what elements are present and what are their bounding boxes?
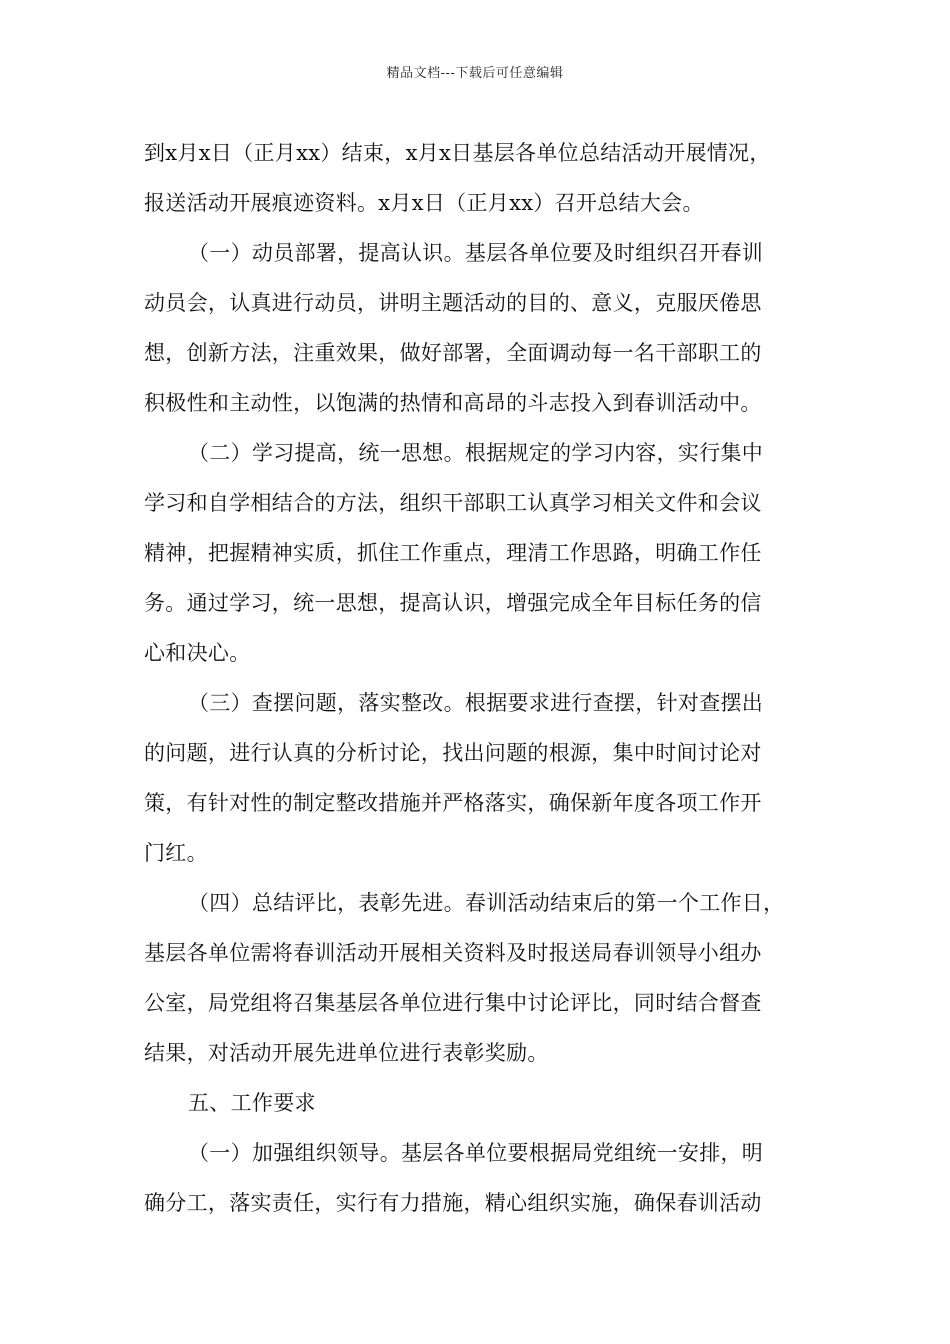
text-line: 想，创新方法，注重效果，做好部署，全面调动每一名干部职工的 — [144, 341, 762, 365]
text-line: 到x月x日（正月xx）结束，x月x日基层各单位总结活动开展情况， — [144, 141, 771, 165]
text-line: 学习和自学相结合的方法，组织干部职工认真学习相关文件和会议 — [144, 491, 762, 515]
text-line: 的问题，进行认真的分析讨论，找出问题的根源，集中时间讨论对 — [144, 741, 762, 765]
paragraph-heading-line: （四）总结评比，表彰先进。春训活动结束后的第一个工作日， — [188, 891, 785, 915]
text-line: 确分工，落实责任，实行有力措施，精心组织实施，确保春训活动 — [144, 1191, 762, 1215]
text-line: 策，有针对性的制定整改措施并严格落实，确保新年度各项工作开 — [144, 791, 762, 815]
page-header: 精品文档---下载后可任意编辑 — [386, 66, 564, 81]
text-line: 务。通过学习，统一思想，提高认识，增强完成全年目标任务的信 — [144, 591, 762, 615]
text-line: 公室，局党组将召集基层各单位进行集中讨论评比，同时结合督查 — [144, 991, 762, 1015]
text-line: 动员会，认真进行动员，讲明主题活动的目的、意义，克服厌倦思 — [144, 291, 762, 315]
text-line: 报送活动开展痕迹资料。x月x日（正月xx）召开总结大会。 — [144, 191, 704, 215]
document-body — [144, 128, 824, 1228]
paragraph-heading-line: （一）加强组织领导。基层各单位要根据局党组统一安排，明 — [188, 1141, 764, 1165]
text-line: 积极性和主动性，以饱满的热情和高昂的斗志投入到春训活动中。 — [144, 391, 762, 415]
text-line: 门红。 — [144, 841, 208, 865]
section-heading: 五、工作要求 — [188, 1091, 316, 1115]
paragraph-heading-line: （三）查摆问题，落实整改。根据要求进行查摆，针对查摆出 — [188, 691, 764, 715]
text-line: 结果，对活动开展先进单位进行表彰奖励。 — [144, 1041, 549, 1065]
paragraph-heading-line: （一）动员部署，提高认识。基层各单位要及时组织召开春训 — [188, 241, 764, 265]
text-line: 基层各单位需将春训活动开展相关资料及时报送局春训领导小组办 — [144, 941, 762, 965]
paragraph-heading-line: （二）学习提高，统一思想。根据规定的学习内容，实行集中 — [188, 441, 764, 465]
text-line: 精神，把握精神实质，抓住工作重点，理清工作思路，明确工作任 — [144, 541, 762, 565]
text-line: 心和决心。 — [144, 641, 251, 665]
